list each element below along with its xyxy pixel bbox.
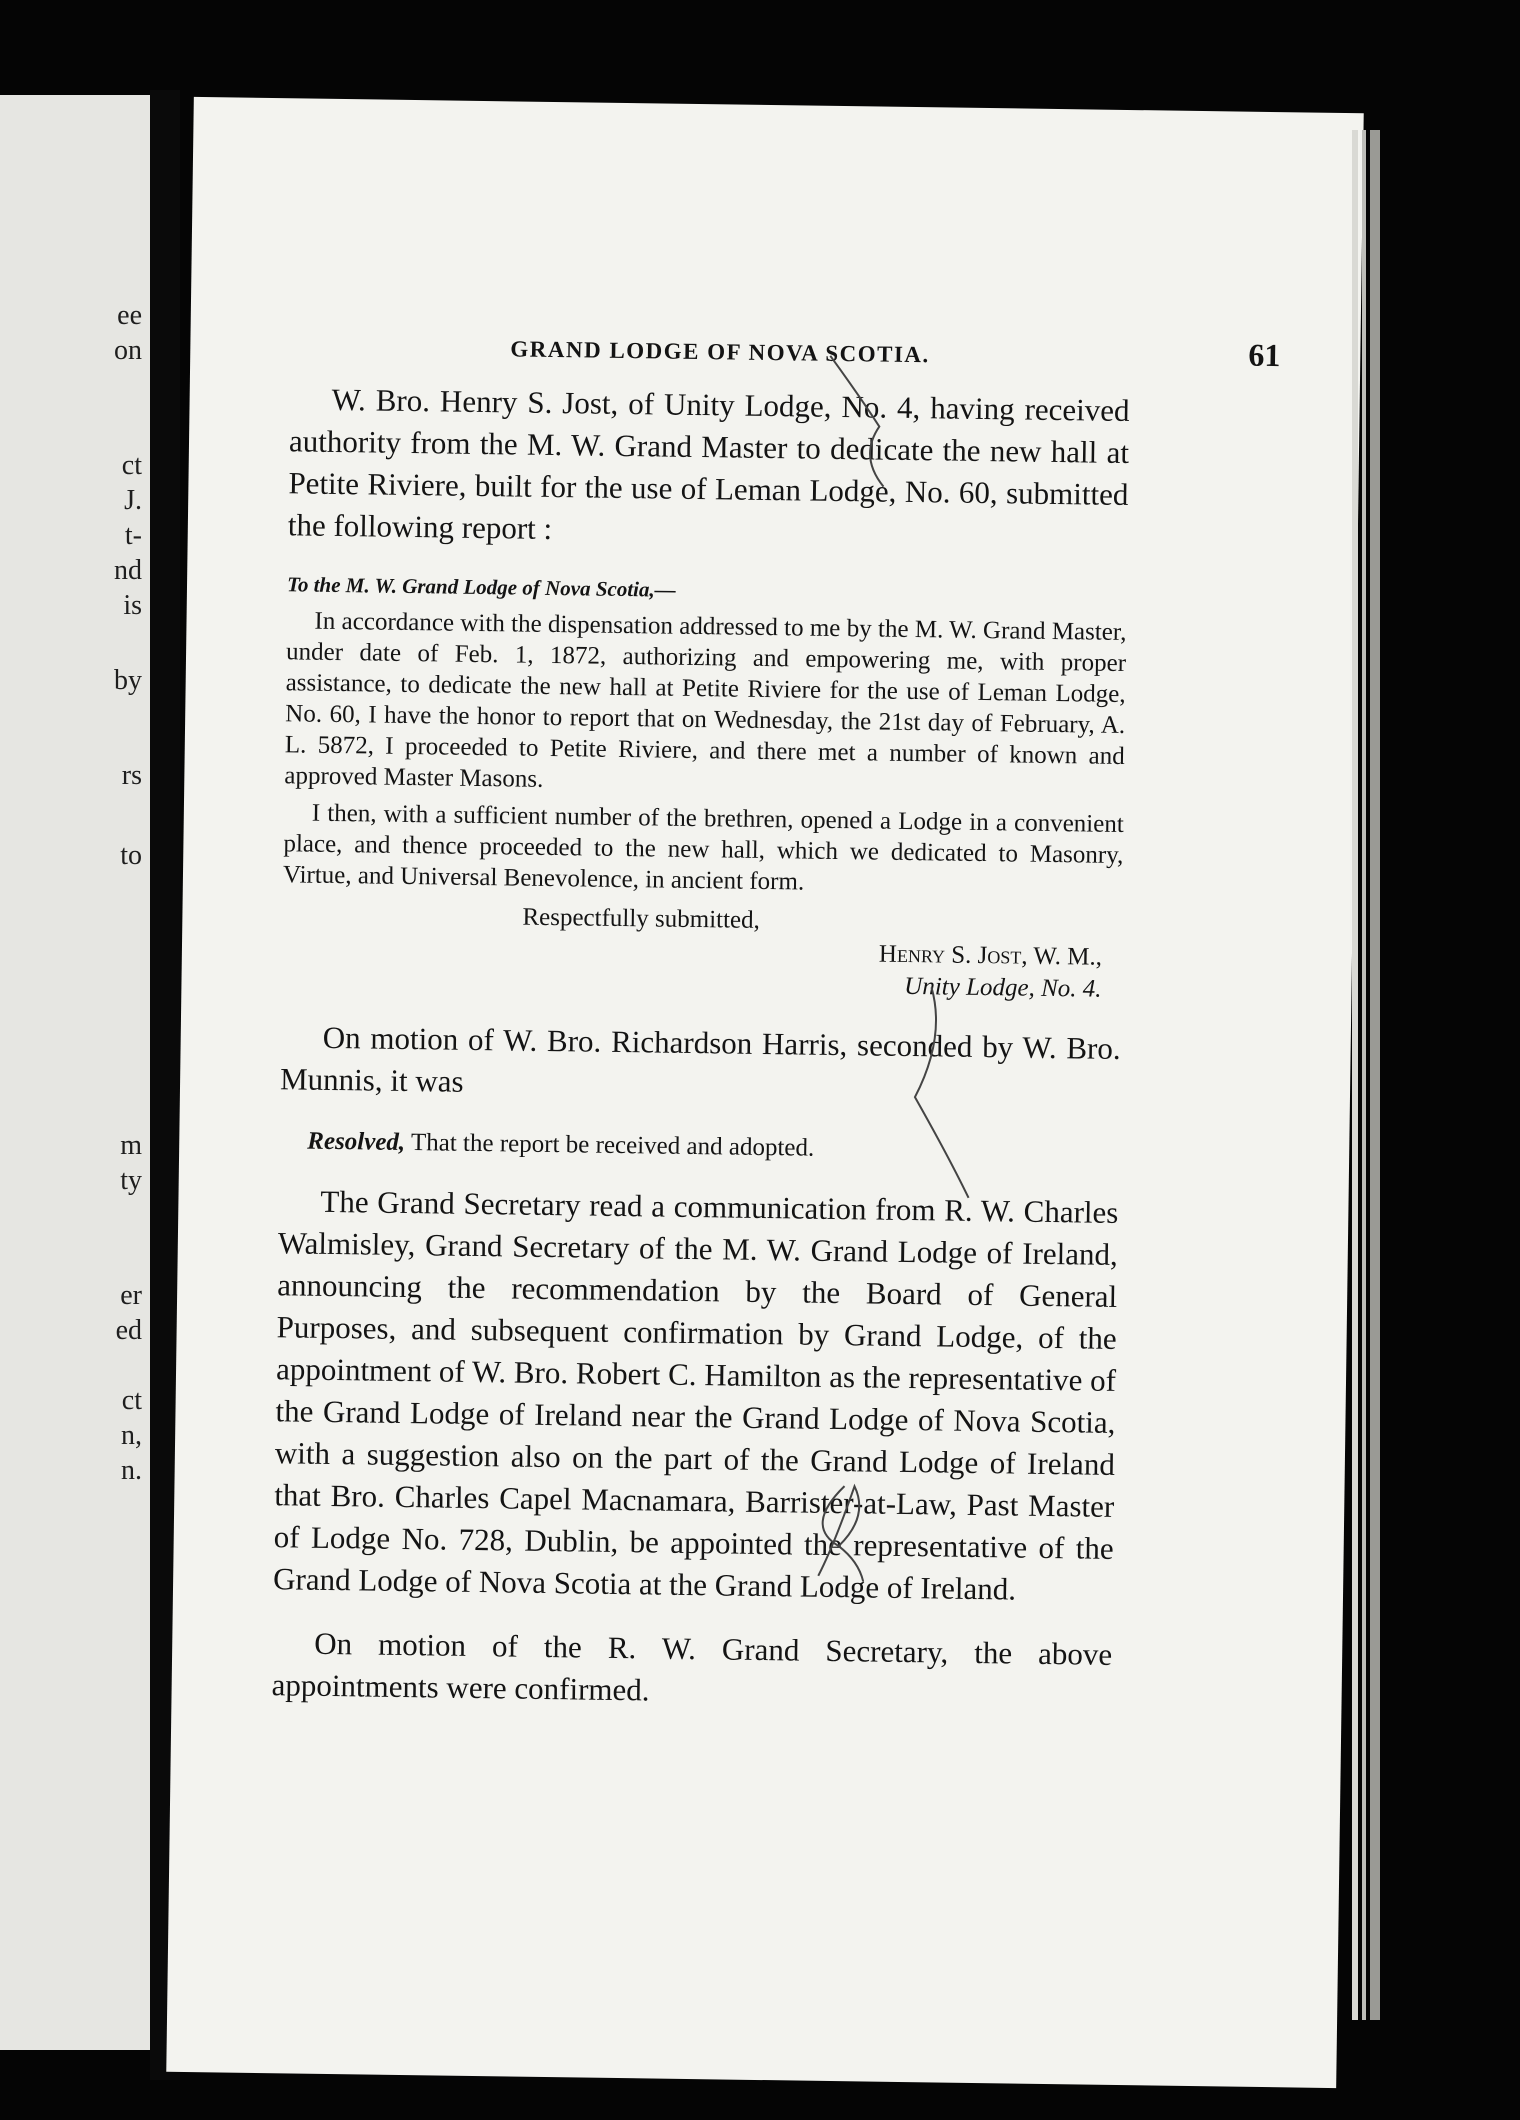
- intro-paragraph: W. Bro. Henry S. Jost, of Unity Lodge, No. 4, having received authority from the M. W. Grand Master to dedicate the new hall at Petite Riviere, built for the use of Leman Lodge, No. 60, submitted the following report :: [287, 381, 1130, 546]
- motion-paragraph-2: On motion of the R. W. Grand Secretary, the above appointments were confirmed.: [271, 1625, 1113, 1708]
- facing-page-fragment: nd: [114, 555, 142, 586]
- communication-paragraph: The Grand Secretary read a communication from R. W. Charles Walmisley, Grand Secretary of the M. W. Grand Lodge of Ireland, announcing the recommendation by the Board of General Purposes, and subsequent confirmation by Grand Lodge, of the appointment of W. Bro. Robert C. Hamilton as the representative of the Grand Lodge of Ireland near the Grand Lodge of Nova Scotia, with a suggestion also on the part of the Grand Lodge of Ireland that Bro. Charles Capel Macnamara, Barrister-at-Law, Past Master of Lodge No. 728, Dublin, be appointed the representative of the Grand Lodge of Nova Scotia at the Grand Lodge of Ireland.: [272, 1183, 1119, 1607]
- report-closing: Respectfully submitted,: [522, 903, 761, 934]
- facing-page-fragment: ct: [121, 1385, 142, 1416]
- resolution-label: Resolved,: [307, 1127, 406, 1156]
- page-number: 61: [1248, 336, 1281, 374]
- report-signer: Henry S. Jost, W. M.,: [878, 940, 1103, 971]
- facing-page-fragment: on: [114, 335, 142, 366]
- motion-paragraph-1: On motion of W. Bro. Richardson Harris, seconded by W. Bro. Munnis, it was: [279, 1019, 1121, 1099]
- report-signer-lodge: Unity Lodge, No. 4.: [904, 972, 1102, 1003]
- facing-page-fragment: ty: [120, 1165, 142, 1196]
- report-address: To the M. W. Grand Lodge of Nova Scotia,—: [286, 572, 676, 602]
- report-paragraph-1: In accordance with the dispensation addressed to me by the M. W. Grand Master, under date of Feb. 1, 1872, authorizing and empowering me, with proper assistance, to dedicate the new hall at Petite Riviere for the use of Leman Lodge, No. 60, I have the honor to report that on Wednesday, the 21st day of February, A. L. 5872, I proceeded to Petite Riviere, and there met a number of known and approved Master Masons.: [284, 607, 1127, 793]
- facing-page-fragment: m: [120, 1130, 142, 1161]
- book-page: [166, 97, 1363, 2088]
- facing-page-fragment: ee: [117, 300, 142, 331]
- facing-page-fragment: t-: [124, 520, 142, 551]
- pencil-stroke-top: [828, 356, 885, 487]
- facing-page-fragment: by: [114, 665, 142, 696]
- facing-page-fragment: ed: [115, 1315, 142, 1346]
- pencil-marks: [693, 334, 1130, 1590]
- facing-page-fragment: to: [120, 840, 142, 871]
- facing-page-fragment: J.: [124, 485, 142, 516]
- pencil-stroke-middle: [914, 987, 972, 1198]
- facing-page-fragment: ct: [121, 450, 142, 481]
- running-head: GRAND LODGE OF NOVA SCOTIA.: [510, 336, 930, 368]
- resolution-text: That the report be received and adopted.: [410, 1129, 815, 1162]
- facing-page-fragment: er: [120, 1280, 142, 1311]
- report-paragraph-2: I then, with a sufficient number of the brethren, opened a Lodge in a convenient place, and thence proceeded to the new hall, which we dedicated to Masonry, Virtue, and Universal Benevolence, in ancient form.: [282, 799, 1124, 896]
- page-edge-2: [1362, 130, 1366, 2020]
- facing-page-edge: [0, 95, 154, 2050]
- facing-page-fragment: n,: [121, 1420, 142, 1451]
- facing-page-fragment: is: [123, 590, 142, 621]
- pencil-stroke-bottom: [818, 1486, 864, 1582]
- facing-page-fragment: rs: [121, 760, 142, 791]
- page-edge-3: [1370, 130, 1380, 2020]
- page-edge-1: [1352, 130, 1358, 2020]
- facing-page-fragment: n.: [121, 1455, 142, 1486]
